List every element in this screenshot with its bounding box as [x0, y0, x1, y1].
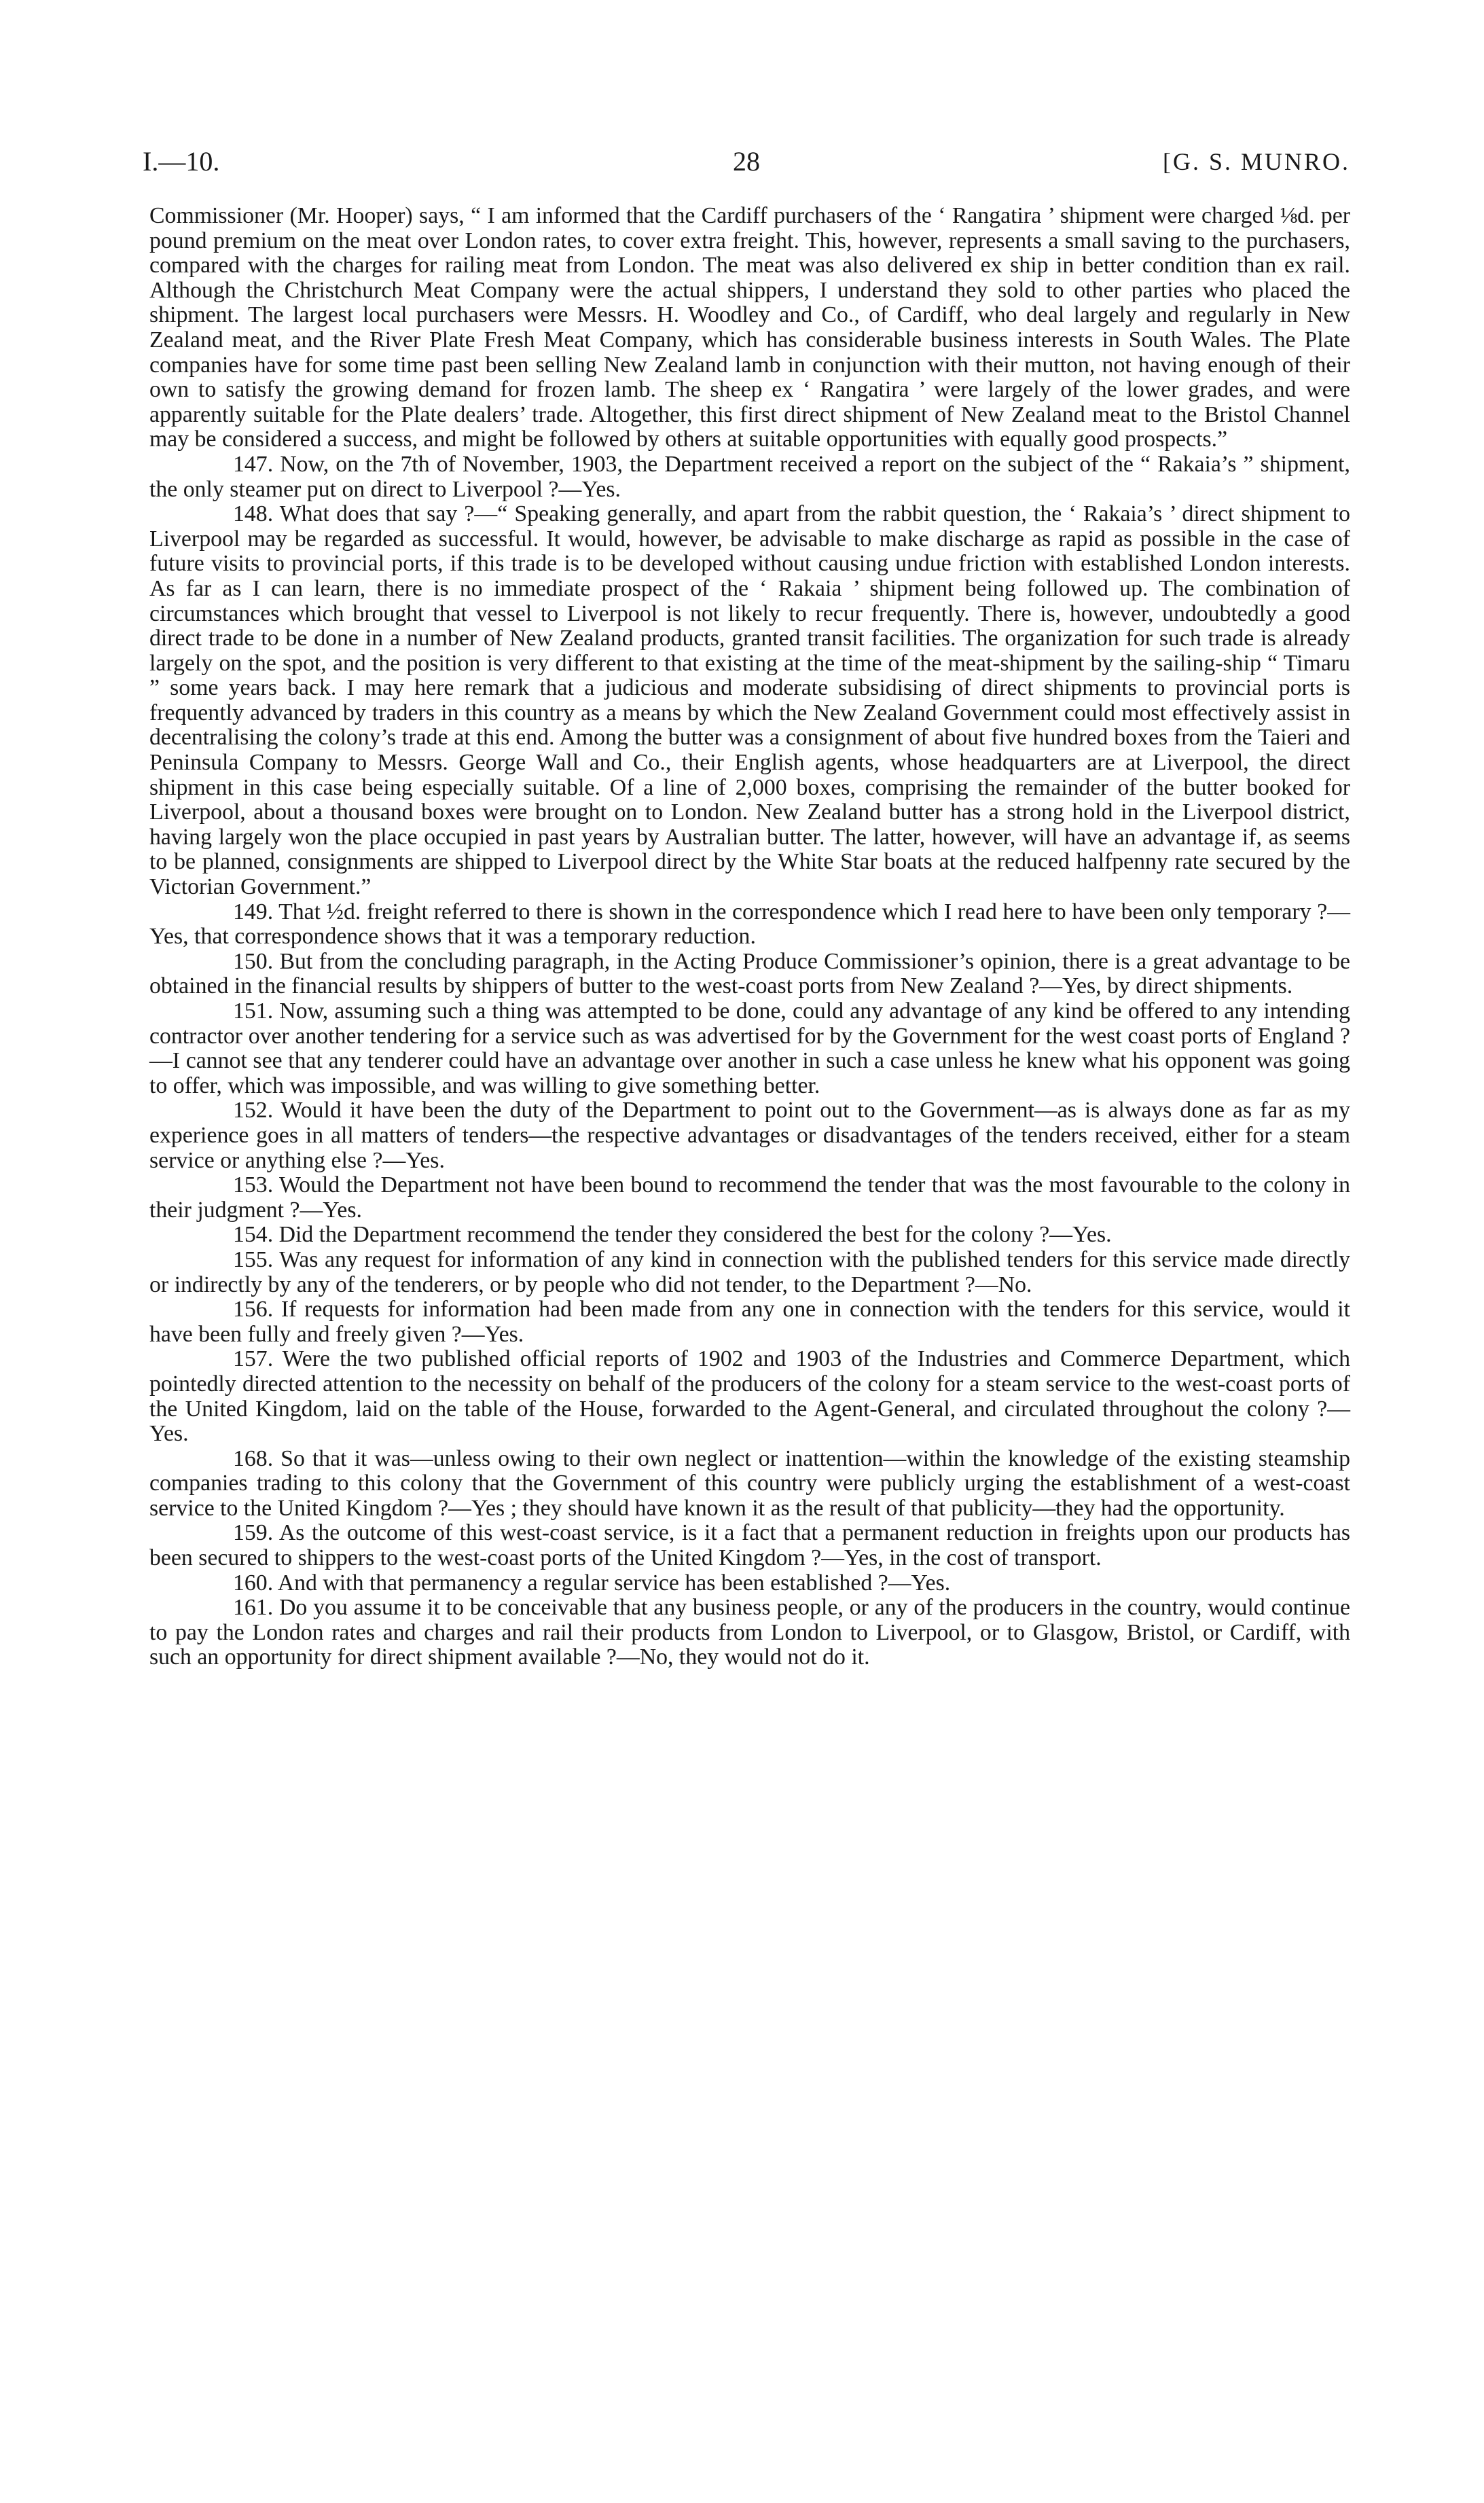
question-148: 148. What does that say ?—“ Speaking generally, and apart from the rabbit question, the ‘ Rakaia’s ’ direct shipment to Liverpool may be regarded as successful. It would, however, be advisable to make discharge as rapid as possible in the case of future visits to provincial ports, if this trade is to be developed without causing undue friction with established London interests. As far as I can learn, there is no immediate prospect of the ‘ Rakaia ’ shipment being followed up. The combination of circumstances which brought that vessel to Liverpool is not likely to recur frequently. There is, however, undoubtedly a good direct trade to be done in a number of New Zealand products, granted transit facilities. The organization for such trade is already largely on the spot, and the position is very different to that existing at the time of the meat-shipment by the sailing-ship “ Timaru ” some years back. I may here remark that a judicious and moderate subsidising of direct shipments to provincial ports is frequently advanced by traders in this country as a means by which the New Zealand Government could most effectively assist in decentralising the colony’s trade at this end. Among the butter was a consignment of about five hundred boxes from the Taieri and Peninsula Company to Messrs. George Wall and Co., their English agents, whose headquarters are at Liverpool, the direct shipment in this case being especially suitable. Of a line of 2,000 boxes, comprising the remainder of the butter booked for Liverpool, about a thousand boxes were brought on to London. New Zealand butter has a strong hold in the Liverpool district, having largely won the place occupied in past years by Australian butter. The latter, however, will have an advantage if, as seems to be planned, consignments are shipped to Liverpool direct by the White Star boats at the reduced halfpenny rate secured by the Victorian Government.”: [149, 501, 1350, 900]
question-160: 160. And with that permanency a regular service has been established ?—Yes.: [233, 1570, 951, 1596]
question-147: 147. Now, on the 7th of November, 1903, the Department received a report on the subject of the “ Rakaia’s ” shipment, the only steamer put on direct to Liverpool ?—Yes.: [149, 451, 1350, 502]
witness-name: [G. S. MUNRO.: [1162, 148, 1350, 175]
question-151: 151. Now, assuming such a thing was attempted to be done, could any advantage of any kind be offered to any intending contractor over another tendering for a service such as was advertised for by the Government for the west coast ports of England ?—I cannot see that any tenderer could have an advantage over another in such a case unless he knew what his opponent was going to offer, which was impossible, and was willing to give something better.: [149, 998, 1350, 1098]
continued-quotation-paragraph: Commissioner (Mr. Hooper) says, “ I am informed that the Cardiff purchasers of the ‘ Rangatira ’ shipment were charged ⅛d. per pound premium on the meat over London rates, to cover extra freight. This, however, represents a small saving to the purchasers, compared with the charges for railing meat from London. The meat was also delivered ex ship in better condition than ex rail. Although the Christchurch Meat Company were the actual shippers, I understand they sold to other parties who placed the shipment. The largest local purchasers were Messrs. H. Woodley and Co., of Cardiff, who deal largely and regularly in New Zealand meat, and the River Plate Fresh Meat Company, which has considerable business interests in South Wales. The Plate companies have for some time past been selling New Zealand lamb in conjunction with their mutton, not having enough of their own to satisfy the growing demand for frozen lamb. The sheep ex ‘ Rangatira ’ were largely of the lower grades, and were apparently suitable for the Plate dealers’ trade. Altogether, this first direct shipment of New Zealand meat to the Bristol Channel may be considered a success, and might be followed by others at suitable opportunities with equally good prospects.”: [149, 203, 1350, 452]
question-155: 155. Was any request for information of any kind in connection with the published tenders for this service made directly or indirectly by any of the tenderers, or by people who did not tender, to the Department ?—No.: [149, 1246, 1350, 1297]
question-156: 156. If requests for information had been made from any one in connection with the tenders for this service, would it have been fully and freely given ?—Yes.: [149, 1297, 1350, 1347]
question-159: 159. As the outcome of this west-coast service, is it a fact that a permanent reduction in freights upon our products has been secured to shippers to the west-coast ports of the United Kingdom ?—Yes, in the cost of transport.: [149, 1520, 1350, 1571]
document-reference: I.—10.: [143, 146, 220, 177]
question-154: 154. Did the Department recommend the tender they considered the best for the colony ?—Yes.: [233, 1222, 1112, 1248]
page-body: [149, 204, 1350, 1670]
question-150: 150. But from the concluding paragraph, in the Acting Produce Commissioner’s opinion, there is a great advantage to be obtained in the financial results by shippers of butter to the west-coast ports from New Zealand ?—Yes, by direct shipments.: [149, 948, 1350, 999]
question-157: 157. Were the two published official reports of 1902 and 1903 of the Industries and Commerce Department, which pointedly directed attention to the necessity on behalf of the producers of the colony for a steam service to the west-coast ports of the United Kingdom, laid on the table of the House, forwarded to the Agent-General, and circulated throughout the colony ?—Yes.: [149, 1346, 1350, 1447]
question-152: 152. Would it have been the duty of the Department to point out to the Government—as is always done as far as my experience goes in all matters of tenders—the respective advantages or disadvantages of the tenders received, either for a steam service or anything else ?—Yes.: [149, 1098, 1350, 1173]
question-153: 153. Would the Department not have been bound to recommend the tender that was the most favourable to the colony in their judgment ?—Yes.: [149, 1172, 1350, 1223]
question-149: 149. That ½d. freight referred to there is shown in the correspondence which I read here to have been only temporary ?—Yes, that correspondence shows that it was a temporary reduction.: [149, 899, 1350, 950]
page-number: 28: [733, 146, 760, 177]
question-161: 161. Do you assume it to be conceivable that any business people, or any of the producers in the country, would continue to pay the London rates and charges and rail their products from London to Liverpool, or to Glasgow, Bristol, or Cardiff, with such an opportunity for direct shipment available ?—No, they would not do it.: [149, 1595, 1350, 1670]
question-168: 168. So that it was—unless owing to their own neglect or inattention—within the knowledge of the existing steamship companies trading to this colony that the Government of this country were publicly urging the establishment of a west-coast service to the United Kingdom ?—Yes ; they should have known it as the result of that publicity—they had the opportunity.: [149, 1445, 1350, 1521]
page-header: [143, 141, 1350, 182]
